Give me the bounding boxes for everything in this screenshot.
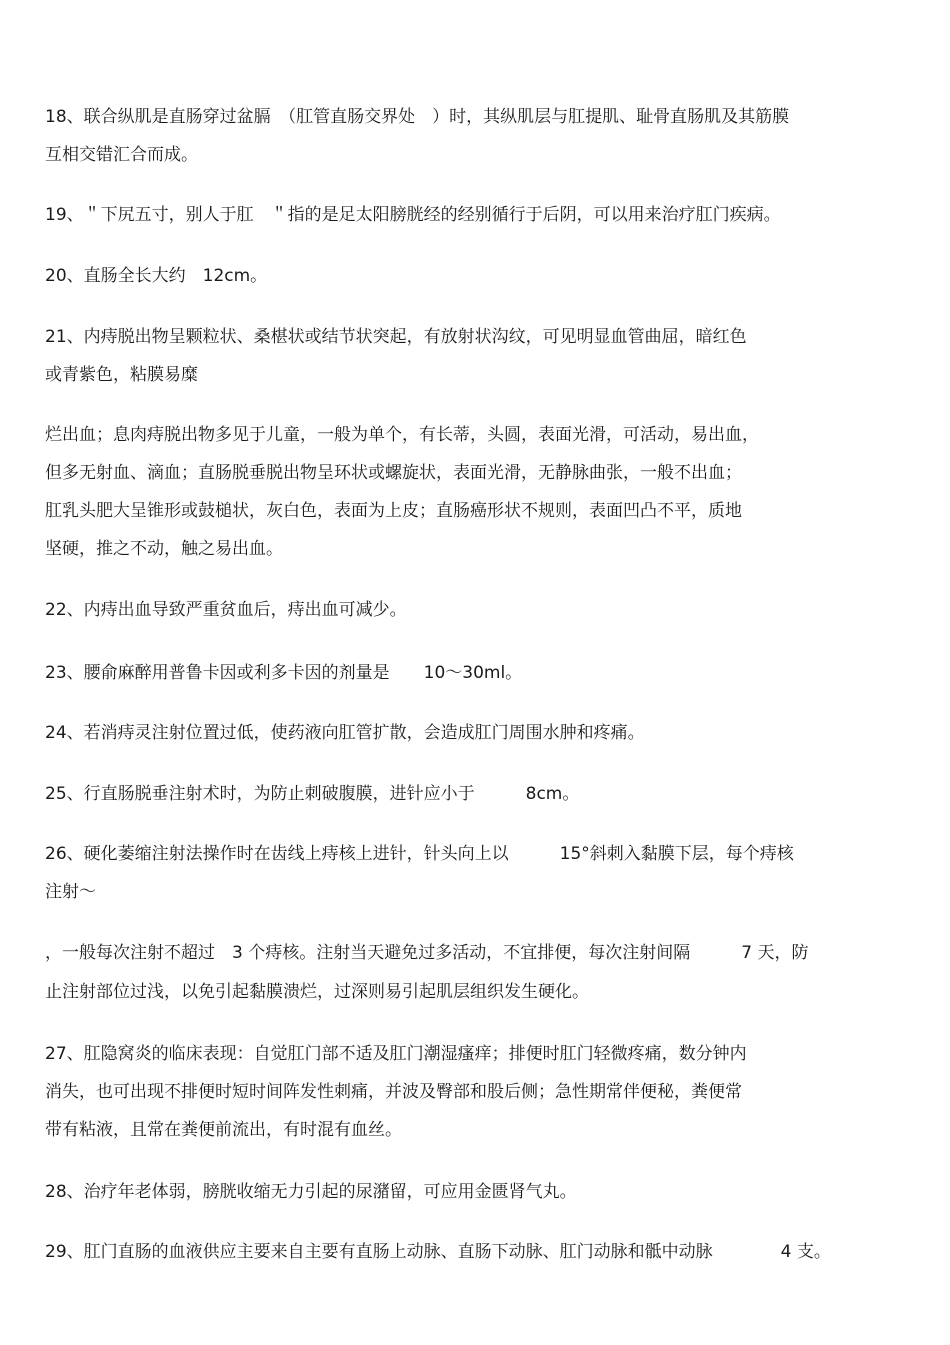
item-line: 互相交错汇合而成。 <box>45 145 198 165</box>
item-line: 或青紫色，粘膜易糜 <box>45 365 198 385</box>
item-line: 21、内痔脱出物呈颗粒状、桑椹状或结节状突起，有放射状沟纹，可见明显血管曲屈，暗红色 <box>45 327 747 347</box>
item-line: 但多无射血、滴血；直肠脱垂脱出物呈环状或螺旋状，表面光滑，无静脉曲张，一般不出血； <box>45 463 742 483</box>
item-line: ，一般每次注射不超过 3 个痔核。注射当天避免过多活动，不宜排便，每次注射间隔 7 天，防 <box>45 943 809 963</box>
item-line: 22、内痔出血导致严重贫血后，痔出血可减少。 <box>45 600 407 620</box>
item-line: 止注射部位过浅，以免引起黏膜溃烂，过深则易引起肌层组织发生硬化。 <box>45 982 589 1002</box>
item-line: 23、腰俞麻醉用普鲁卡因或利多卡因的剂量是 10～30ml。 <box>45 663 523 683</box>
item-line: 注射～ <box>45 882 96 902</box>
item-line: 25、行直肠脱垂注射术时，为防止刺破腹膜，进针应小于 8cm。 <box>45 784 580 804</box>
item-line: 26、硬化萎缩注射法操作时在齿线上痔核上进针，针头向上以 15°斜刺入黏膜下层，每个痔核 <box>45 844 794 864</box>
item-line: 28、治疗年老体弱，膀胱收缩无力引起的尿潴留，可应用金匮肾气丸。 <box>45 1182 577 1202</box>
item-line: 24、若消痔灵注射位置过低，使药液向肛管扩散，会造成肛门周围水肿和疼痛。 <box>45 723 645 743</box>
item-line: 消失，也可出现不排便时短时间阵发性刺痛，并波及臀部和股后侧；急性期常伴便秘，粪便常 <box>45 1082 742 1102</box>
item-line: 烂出血；息肉痔脱出物多见于儿童，一般为单个，有长蒂，头圆，表面光滑，可活动，易出血， <box>45 425 759 445</box>
item-line: 20、直肠全长大约 12cm。 <box>45 266 268 286</box>
item-line: 19、＂下尻五寸，别人于肛 ＂指的是足太阳膀胱经的经别循行于后阴，可以用来治疗肛门疾病。 <box>45 205 781 225</box>
item-line: 18、联合纵肌是直肠穿过盆膈 （肛管直肠交界处 ）时，其纵肌层与肛提肌、耻骨直肠肌及其筋膜 <box>45 107 790 127</box>
item-line: 坚硬，推之不动，触之易出血。 <box>45 539 283 559</box>
item-line: 肛乳头肥大呈锥形或鼓槌状，灰白色，表面为上皮；直肠癌形状不规则，表面凹凸不平，质地 <box>45 501 742 521</box>
item-line: 29、肛门直肠的血液供应主要来自主要有直肠上动脉、直肠下动脉、肛门动脉和骶中动脉 4 支。 <box>45 1242 831 1262</box>
item-line: 27、肛隐窝炎的临床表现：自觉肛门部不适及肛门潮湿瘙痒；排便时肛门轻微疼痛，数分钟内 <box>45 1044 747 1064</box>
item-line: 带有粘液，且常在粪便前流出，有时混有血丝。 <box>45 1120 402 1140</box>
